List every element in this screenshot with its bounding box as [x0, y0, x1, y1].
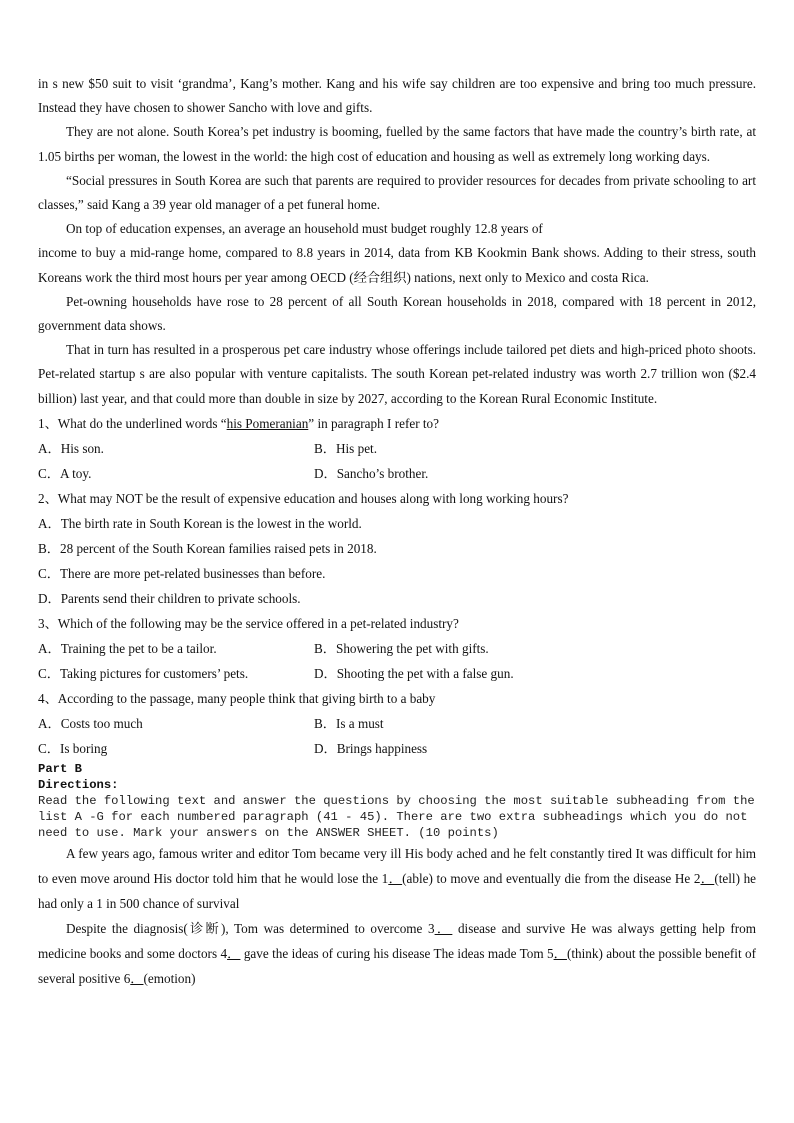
passage-paragraph: Pet-owning households have rose to 28 percent of all South Korean households in 2018, compared with 18 percent in 2012, government data shows. [38, 293, 756, 334]
option-c[interactable]: C．A toy. [38, 465, 92, 481]
blank-6[interactable]: ． [130, 970, 144, 986]
options [38, 436, 756, 486]
option-c[interactable]: C．There are more pet-related businesses than before. [38, 565, 326, 581]
paragraph-text: disease and survive He was always getting help from medicine books and some doctors 4 [38, 920, 757, 961]
option-b[interactable]: B．28 percent of the South Korean families raised pets in 2018. [38, 540, 377, 556]
option-d[interactable]: D．Brings happiness [314, 740, 428, 756]
part-b-paragraph [38, 841, 756, 916]
option-b[interactable]: B．Showering the pet with gifts. [314, 640, 489, 656]
option-a[interactable]: A．Training the pet to be a tailor. [38, 640, 217, 656]
question-stem: 3、Which of the following may be the service offered in a pet-related industry? [38, 615, 459, 631]
paragraph-text: A few years ago, famous writer and editor Tom became very ill His body ached and he felt constantly tired It was difficult for him to even move around His doctor told him that he would lose the 1 [38, 845, 756, 886]
option-b[interactable]: B．Is a must [314, 715, 384, 731]
passage-paragraph: income to buy a mid-range home, compared to 8.8 years in 2014, data from KB Kookmin Bank shows. Adding to their stress, south Koreans work the third most hours per year among OECD (经合组织) nations, next only to Mexico and costa Rica. [38, 245, 756, 285]
paragraph-text: Despite the diagnosis(诊断), Tom was determined to overcome 3 [66, 920, 435, 936]
option-d[interactable]: D．Parents send their children to private schools. [38, 590, 301, 606]
part-b-title: Part B [38, 761, 82, 776]
question-text: ” in paragraph I refer to? [308, 415, 439, 431]
paragraph-text: (emotion) [143, 970, 196, 986]
blank-2[interactable]: ． [700, 870, 715, 886]
passage-paragraph: They are not alone. South Korea’s pet industry is booming, fuelled by the same factors that have made the country’s birth rate, at 1.05 births per woman, the lowest in the world: the high cost of education and housing as well as extremely long working days. [38, 124, 756, 164]
paragraph-text: (think) about the possible benefit of several positive 6 [38, 945, 757, 986]
options [38, 636, 756, 686]
passage-paragraph: in s new $50 suit to visit ‘grandma’, Kang’s mother. Kang and his wife say children are too expensive and bring too much pressure. Instead they have chosen to shower Sancho with love and gifts. [38, 76, 756, 116]
paragraph-text: (tell) he had only a 1 in 500 chance of survival [38, 870, 757, 911]
blank-4[interactable]: ． [227, 945, 241, 961]
passage-paragraph: That in turn has resulted in a prosperous pet care industry whose offerings include tailored pet diets and high-priced photo shoots. Pet-related startup s are also popular with venture capitalists. The south Korean pet-related industry was worth 2.7 trillion won ($2.4 billion) last year, and that could more than double in size by 2027, according to the Korean Rural Economic Institute. [38, 342, 756, 406]
options [38, 711, 756, 761]
question-stem [38, 411, 756, 436]
option-d[interactable]: D．Sancho’s brother. [314, 465, 429, 481]
option-c[interactable]: C．Taking pictures for customers’ pets. [38, 665, 249, 681]
paragraph-text: (able) to move and eventually die from the disease He 2 [402, 870, 701, 886]
option-b[interactable]: B．His pet. [314, 440, 378, 456]
directions-label: Directions: [38, 777, 119, 792]
passage-paragraph: On top of education expenses, an average an household must budget roughly 12.8 years of [66, 221, 543, 237]
option-a[interactable]: A．Costs too much [38, 715, 143, 731]
blank-1[interactable]: ． [388, 870, 403, 886]
option-a[interactable]: A．His son. [38, 440, 104, 456]
option-c[interactable]: C．Is boring [38, 740, 108, 756]
part-b-paragraph [38, 916, 756, 991]
question-text: 1、What do the underlined words “ [38, 415, 227, 431]
options [38, 511, 756, 611]
blank-5[interactable]: ． [553, 945, 567, 961]
passage-paragraph: “Social pressures in South Korea are such that parents are required to provider resources for decades from private schooling to art classes,” said Kang a 39 year old manager of a pet funeral home. [38, 172, 756, 213]
option-d[interactable]: D．Shooting the pet with a false gun. [314, 665, 514, 681]
directions-text: Read the following text and answer the questions by choosing the most suitable subheading from the list A -G for each numbered paragraph (41 - 45). There are two extra subheadings which you do not need to use. Mark your answers on the ANSWER SHEET. (10 points) [38, 793, 755, 840]
question-stem: 2、What may NOT be the result of expensive education and houses along with long working hours? [38, 490, 569, 506]
blank-3[interactable]: ． [434, 920, 453, 936]
question-stem: 4、According to the passage, many people think that giving birth to a baby [38, 690, 436, 706]
option-a[interactable]: A．The birth rate in South Korean is the lowest in the world. [38, 515, 362, 531]
exam-page [38, 72, 756, 991]
underlined-words: his Pomeranian [226, 415, 309, 431]
paragraph-text: gave the ideas of curing his disease The ideas made Tom 5 [240, 945, 554, 961]
